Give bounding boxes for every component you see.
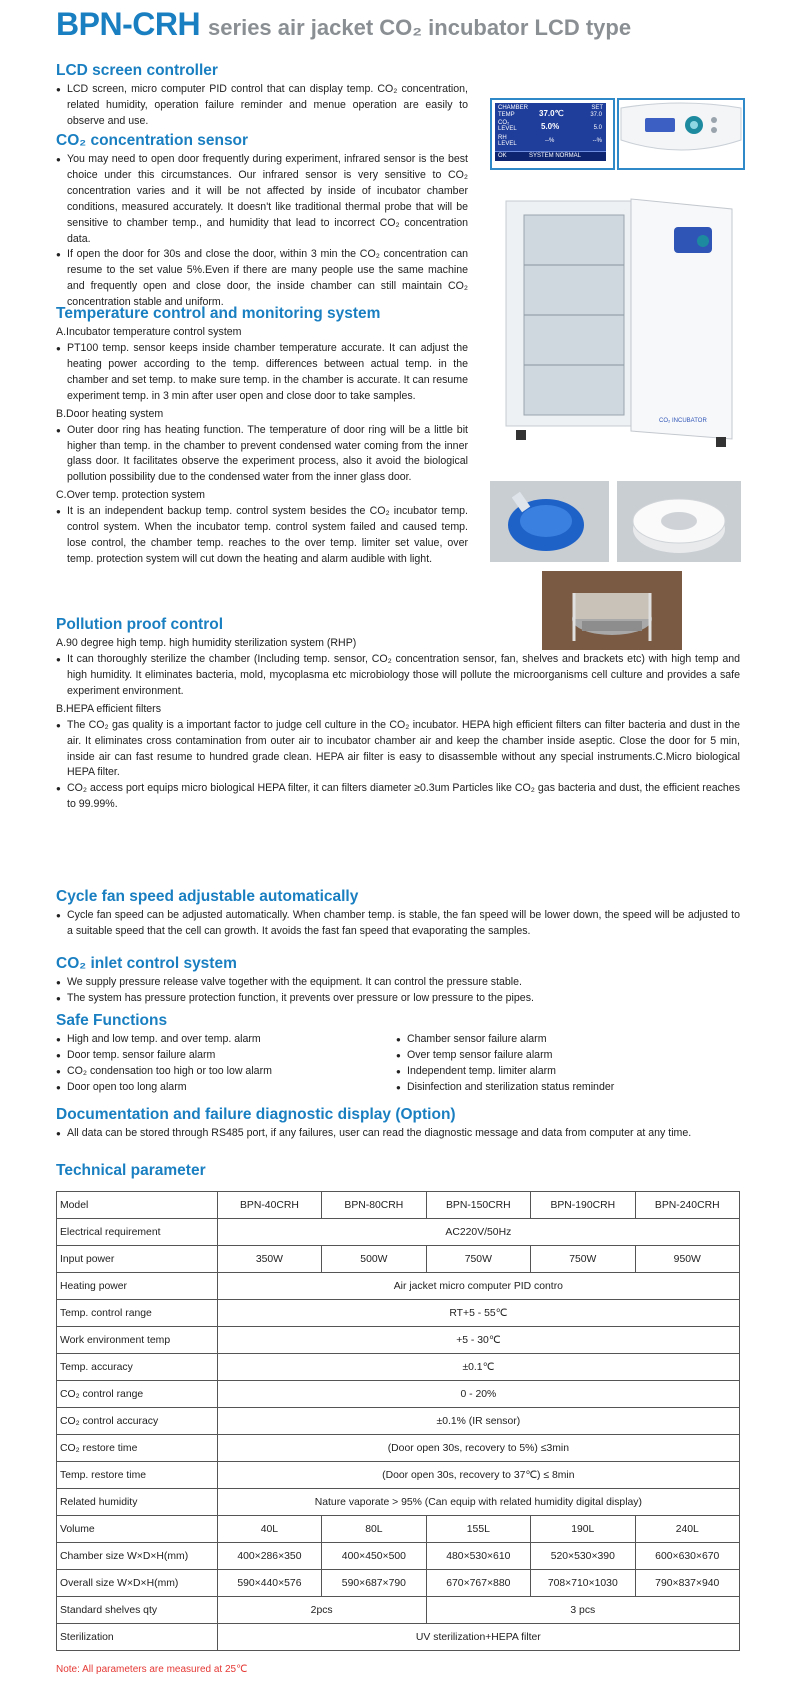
safe-title: Safe Functions xyxy=(56,1012,168,1029)
co2-sensor-section xyxy=(56,132,468,311)
pollution-bullet-b: ● CO₂ access port equips micro biological HEPA filter, it can filters diameter ≥0.3um Particles like CO₂ gas bacteria and dust, the efficient reaches to 99.99%. xyxy=(56,781,740,813)
temp-bullet-a: ● PT100 temp. sensor keeps inside chamber temperature accurate. It can adjust the heating power according to the temp. differences between actual temp. in the chamber and set temp. to make sure temp. in the chamber is accurate. It can resume experiment temp. in 3 min after user open and close door to take samples. xyxy=(56,341,468,405)
lcd-bullet: ● LCD screen, micro computer PID control that can display temp. CO₂ concentration, related humidity, operation failure reminder and menue operation are easily to observe and use. xyxy=(56,82,468,130)
row-label: Electrical requirement xyxy=(57,1219,218,1246)
temp-sub-b: B.Door heating system xyxy=(56,407,164,420)
table-row xyxy=(57,1489,740,1516)
table-cell: 190L xyxy=(531,1516,635,1543)
white-filter-drawing xyxy=(617,481,741,562)
inlet-bullet: ● The system has pressure protection function, it prevents over pressure or low pressure to the pipes. xyxy=(56,991,740,1007)
safe-item: ● Disinfection and sterilization status reminder xyxy=(396,1080,736,1096)
table-cell: 600×630×670 xyxy=(635,1543,739,1570)
table-cell: 480×530×610 xyxy=(426,1543,530,1570)
table-cell: Nature vaporate > 95% (Can equip with related humidity digital display) xyxy=(217,1489,739,1516)
safe-item: ● Independent temp. limiter alarm xyxy=(396,1064,736,1080)
pollution-bullet-b: ● The CO₂ gas quality is a important factor to judge cell culture in the CO₂ incubator. HEPA high efficient filters can filter bacteria and dust in the air. It eliminates cross contamination from outer air to incubator chamber air and keep the chamber inside aseptic. Close the door for 5 min, inside air can fast resume to hundred grade clean. HEPA air filter is easy to disassemble without any special instruments.C.Micro biological HEPA filter. xyxy=(56,718,740,782)
table-header-model: BPN-80CRH xyxy=(322,1192,426,1219)
temp-bullet-c: ● It is an independent backup temp. control system besides the CO₂ incubator temp. control system. When the incubator temp. control system failed and caused temp. lose control, the chamber temp. reaches to the over temp. limiter set value, over temp. protection system will cut down the heating and alarm audible with light. xyxy=(56,504,468,568)
table-cell: +5 - 30℃ xyxy=(217,1327,739,1354)
row-label: Temp. control range xyxy=(57,1300,218,1327)
row-label: Temp. accuracy xyxy=(57,1354,218,1381)
table-cell: 0 - 20% xyxy=(217,1381,739,1408)
lcd-label: RH xyxy=(498,135,507,141)
table-cell: 3 pcs xyxy=(426,1597,739,1624)
model-title: BPN-CRH xyxy=(56,6,201,42)
safe-item: ● Door open too long alarm xyxy=(56,1080,396,1096)
fan-title: Cycle fan speed adjustable automatically xyxy=(56,888,359,905)
row-label: Volume xyxy=(57,1516,218,1543)
lcd-label: LEVEL xyxy=(498,126,517,132)
lcd-value: 37.0 xyxy=(590,112,602,118)
lcd-value: 37.0℃ xyxy=(539,109,564,118)
table-cell: 790×837×940 xyxy=(635,1570,739,1597)
row-label: CO₂ control accuracy xyxy=(57,1408,218,1435)
temp-bullet-b: ● Outer door ring has heating function. The temperature of door ring will be a little bit higher than temp. in the chamber to prevent condensed water coming from the inner glass door. It facilitates observe the experiment process, also it avoid the biological pollution possibility due to the condensed water from the inner glass door. xyxy=(56,423,468,487)
lcd-label: SET xyxy=(591,105,603,111)
pollution-title: Pollution proof control xyxy=(56,616,224,633)
table-header-model: BPN-240CRH xyxy=(635,1192,739,1219)
safe-item: ● Chamber sensor failure alarm xyxy=(396,1032,736,1048)
lcd-value: 5.0 xyxy=(593,125,602,131)
row-label: Work environment temp xyxy=(57,1327,218,1354)
table-cell: Air jacket micro computer PID contro xyxy=(217,1273,739,1300)
safe-item: ● Over temp sensor failure alarm xyxy=(396,1048,736,1064)
table-cell: ±0.1% (IR sensor) xyxy=(217,1408,739,1435)
table-cell: (Door open 30s, recovery to 37℃) ≤ 8min xyxy=(217,1462,739,1489)
table-row xyxy=(57,1381,740,1408)
table-cell: 520×530×390 xyxy=(531,1543,635,1570)
inlet-section xyxy=(56,955,740,1007)
lcd-title: LCD screen controller xyxy=(56,62,218,79)
table-row xyxy=(57,1597,740,1624)
temp-section xyxy=(56,305,468,568)
lcd-section xyxy=(56,62,468,130)
table-cell: 500W xyxy=(322,1246,426,1273)
row-label: Standard shelves qty xyxy=(57,1597,218,1624)
row-label: Temp. restore time xyxy=(57,1462,218,1489)
temp-sub-c: C.Over temp. protection system xyxy=(56,489,205,502)
lcd-label: SYSTEM NORMAL xyxy=(529,153,582,159)
safe-section xyxy=(56,1012,740,1096)
row-label: Chamber size W×D×H(mm) xyxy=(57,1543,218,1570)
lcd-value: --% xyxy=(592,138,602,144)
table-cell: 400×286×350 xyxy=(217,1543,321,1570)
row-label: Overall size W×D×H(mm) xyxy=(57,1570,218,1597)
inlet-bullet: ● We supply pressure release valve together with the equipment. It can control the pressure stable. xyxy=(56,975,740,991)
table-row xyxy=(57,1543,740,1570)
table-header-model: BPN-190CRH xyxy=(531,1192,635,1219)
table-header-model: BPN-40CRH xyxy=(217,1192,321,1219)
table-cell: 2pcs xyxy=(217,1597,426,1624)
incubator-brand: CO₂ INCUBATOR xyxy=(659,418,707,424)
hepa-filter-image xyxy=(490,481,609,562)
table-row xyxy=(57,1516,740,1543)
row-label: CO₂ control range xyxy=(57,1381,218,1408)
tech-section xyxy=(56,1162,740,1182)
table-cell: 400×450×500 xyxy=(322,1543,426,1570)
table-row xyxy=(57,1273,740,1300)
tech-table-wrap xyxy=(56,1191,740,1651)
lcd-label: OK xyxy=(498,153,507,159)
incubator-drawing xyxy=(496,195,746,455)
row-label: Sterilization xyxy=(57,1624,218,1651)
doc-title: Documentation and failure diagnostic display (Option) xyxy=(56,1106,456,1123)
table-row xyxy=(57,1354,740,1381)
doc-section xyxy=(56,1106,740,1142)
co2-sensor-title: CO₂ concentration sensor xyxy=(56,132,249,149)
fan-interior-image xyxy=(542,571,682,650)
table-row xyxy=(57,1246,740,1273)
row-label: CO₂ restore time xyxy=(57,1435,218,1462)
control-panel-image xyxy=(617,98,745,170)
table-cell: 350W xyxy=(217,1246,321,1273)
footnote: Note: All parameters are measured at 25℃ xyxy=(56,1664,248,1675)
safe-item: ● CO₂ condensation too high or too low alarm xyxy=(56,1064,396,1080)
table-cell: ±0.1℃ xyxy=(217,1354,739,1381)
doc-bullet: ● All data can be stored through RS485 port, if any failures, user can read the diagnostic message and data from computer at any time. xyxy=(56,1126,740,1142)
table-cell: 670×767×880 xyxy=(426,1570,530,1597)
lcd-display-image xyxy=(490,98,615,170)
lcd-label: LEVEL xyxy=(498,141,517,147)
pollution-sub-b: B.HEPA efficient filters xyxy=(56,702,162,715)
temp-sub-a: A.Incubator temperature control system xyxy=(56,326,242,338)
page-header xyxy=(56,6,631,43)
table-header-row xyxy=(57,1192,740,1219)
inlet-title: CO₂ inlet control system xyxy=(56,955,237,972)
lcd-label: CO₂ xyxy=(498,120,510,126)
lcd-value: --% xyxy=(545,138,555,144)
row-label: Heating power xyxy=(57,1273,218,1300)
table-cell: 155L xyxy=(426,1516,530,1543)
table-cell: 950W xyxy=(635,1246,739,1273)
safe-item: ● High and low temp. and over temp. alarm xyxy=(56,1032,396,1048)
table-cell: 80L xyxy=(322,1516,426,1543)
table-row xyxy=(57,1462,740,1489)
control-panel-drawing xyxy=(619,100,743,168)
temp-title: Temperature control and monitoring system xyxy=(56,305,381,322)
hepa-filter-drawing xyxy=(490,481,609,562)
incubator-image xyxy=(496,195,746,455)
table-header-model: BPN-150CRH xyxy=(426,1192,530,1219)
fan-interior-drawing xyxy=(542,571,682,650)
lcd-screen xyxy=(495,103,606,161)
table-header-label: Model xyxy=(57,1192,218,1219)
table-cell: 590×687×790 xyxy=(322,1570,426,1597)
tech-title: Technical parameter xyxy=(56,1162,206,1179)
table-cell: 750W xyxy=(531,1246,635,1273)
table-cell: UV sterilization+HEPA filter xyxy=(217,1624,739,1651)
row-label: Related humidity xyxy=(57,1489,218,1516)
table-row xyxy=(57,1408,740,1435)
table-cell: 240L xyxy=(635,1516,739,1543)
tech-table xyxy=(56,1191,740,1651)
pollution-bullet-a: ● It can thoroughly sterilize the chamber (Including temp. sensor, CO₂ concentration sensor, fan, shelves and brackets etc) with high temp and high humidity. It eliminates bacteria, mold, mycoplasma etc microbiology those will pollute the microorganisms cell culture and provides a safe experiment environment. xyxy=(56,652,740,700)
table-row xyxy=(57,1327,740,1354)
table-cell: 750W xyxy=(426,1246,530,1273)
lcd-label: TEMP xyxy=(498,112,515,118)
fan-bullet: ● Cycle fan speed can be adjusted automatically. When chamber temp. is stable, the fan speed will be lower down, the speed will be adjusted to a suitable speed that the cell can growth. It avoids the fast fan speed that evaporating the samples. xyxy=(56,908,740,940)
table-cell: (Door open 30s, recovery to 5%) ≤3min xyxy=(217,1435,739,1462)
series-subtitle: series air jacket CO₂ incubator LCD type xyxy=(208,15,632,40)
co2-sensor-bullet: ● If open the door for 30s and close the door, within 3 min the CO₂ concentration can resume to the set value 5%.Even if there are many people use the same machine and frequently open and close door, the inside chamber can still maintain CO₂ concentration stable and uniform. xyxy=(56,247,468,311)
table-row xyxy=(57,1624,740,1651)
table-cell: 40L xyxy=(217,1516,321,1543)
table-cell: RT+5 - 55℃ xyxy=(217,1300,739,1327)
table-cell: 708×710×1030 xyxy=(531,1570,635,1597)
table-cell: AC220V/50Hz xyxy=(217,1219,739,1246)
table-cell: 590×440×576 xyxy=(217,1570,321,1597)
lcd-value: 5.0% xyxy=(541,122,560,131)
co2-sensor-bullet: ● You may need to open door frequently during experiment, infrared sensor is the best choice under this circumstances. Our infrared sensor is very sensitive to CO₂ concentration varies and it will be not affected by inside of incubator chamber conditions, measured accurately. It doesn't like traditional thermal probe that will be sensitive to chamber temp., and humidity that lead to incorrect CO₂ concentration data. xyxy=(56,152,468,247)
row-label: Input power xyxy=(57,1246,218,1273)
white-filter-image xyxy=(617,481,741,562)
table-row xyxy=(57,1570,740,1597)
table-row xyxy=(57,1300,740,1327)
fan-section xyxy=(56,888,740,940)
lcd-label: CHAMBER xyxy=(498,105,529,111)
table-row xyxy=(57,1219,740,1246)
pollution-sub-a: A.90 degree high temp. high humidity sterilization system (RHP) xyxy=(56,637,357,649)
safe-item: ● Door temp. sensor failure alarm xyxy=(56,1048,396,1064)
table-row xyxy=(57,1435,740,1462)
